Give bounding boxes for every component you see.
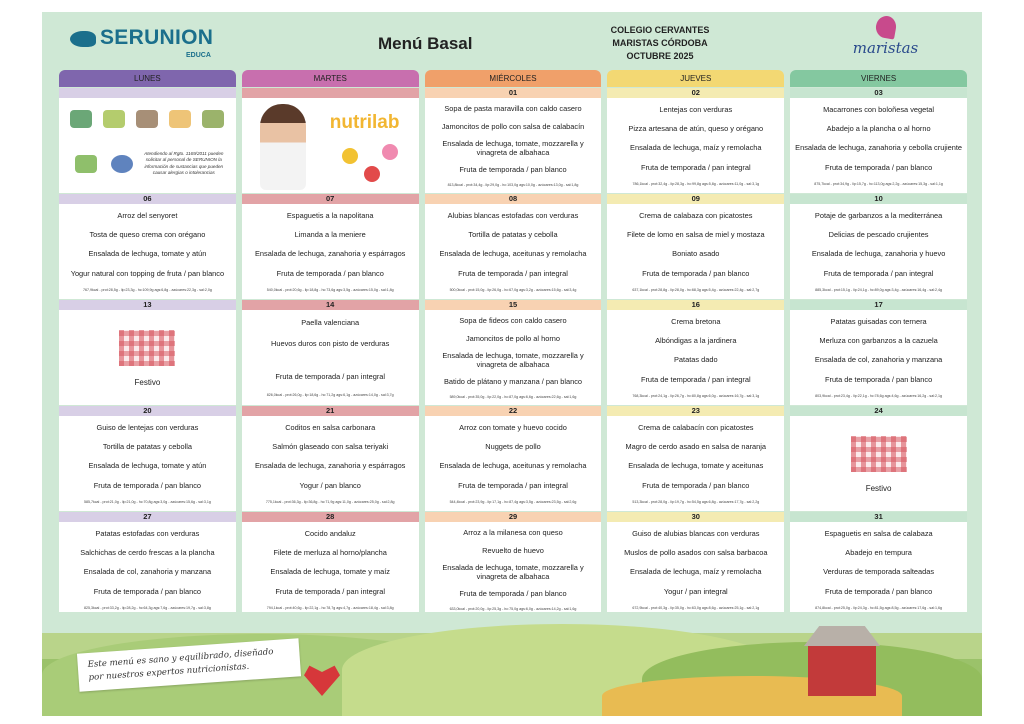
menu-card xyxy=(790,310,967,405)
dish-item: Fruta de temporada / pan blanco xyxy=(642,480,750,490)
holiday-label: Festivo xyxy=(134,377,161,387)
day-cell xyxy=(607,512,784,617)
dish-item: Fruta de temporada / pan integral xyxy=(640,162,751,172)
dish-item: Pizza artesana de atún, queso y orégano xyxy=(628,124,764,134)
menu-card xyxy=(790,204,967,299)
nutrition-info: 874,8kcal - prot:25,0g - lip:24,3g - hc:81,5g ags:8,5g - azúcares:17,6g - sal:1,6g xyxy=(815,605,943,610)
dish-item: Sopa de fideos con caldo casero xyxy=(459,316,567,326)
tablecloth-icon xyxy=(851,436,907,472)
dish-item: Ensalada de col, zanahoria y manzana xyxy=(83,567,212,577)
school-info xyxy=(590,24,730,63)
dish-item: Arroz a la milanesa con queso xyxy=(463,528,563,538)
date-bar: 08 xyxy=(425,194,602,204)
menu-card xyxy=(790,522,967,617)
menu-card xyxy=(59,522,236,617)
dish-item: Ensalada de lechuga, tomate y atún xyxy=(88,461,207,471)
date-bar: 03 xyxy=(790,88,967,98)
dish-item: Ensalada de lechuga, tomate y maíz xyxy=(270,567,390,577)
food-character-icon xyxy=(382,144,398,160)
quality-logo-icon xyxy=(202,110,224,128)
dish-item: Lentejas con verduras xyxy=(659,105,733,115)
nutrition-info: 672,9kcal - prot:40,3g - lip:35,0g - hc:63,0g ags:8,6g - azúcares:25,1g - sal:2,1g xyxy=(632,605,760,610)
dish-item: Muslos de pollo asados con salsa barbacoa xyxy=(624,548,768,558)
date-bar: 29 xyxy=(425,512,602,522)
dish-item: Filete de merluza al horno/plancha xyxy=(273,548,387,558)
dish-item: Guiso de alubias blancas con verduras xyxy=(632,529,760,539)
holiday-card xyxy=(59,310,236,405)
day-cell xyxy=(59,512,236,617)
date-bar: 13 xyxy=(59,300,236,310)
dish-item: Fruta de temporada / pan integral xyxy=(275,586,386,596)
date-bar: 15 xyxy=(425,300,602,310)
date-bar: 27 xyxy=(59,512,236,522)
date-bar: 23 xyxy=(607,406,784,416)
day-cell xyxy=(242,88,419,193)
menu-card xyxy=(790,98,967,193)
dish-item: Patatas dado xyxy=(674,355,718,365)
logo-row xyxy=(65,104,230,134)
dish-item: Crema de calabaza con picatostes xyxy=(639,211,753,221)
date-bar: 20 xyxy=(59,406,236,416)
date-bar: 16 xyxy=(607,300,784,310)
quality-logo-icon xyxy=(111,155,133,173)
day-cell xyxy=(425,512,602,617)
dish-item: Fruta de temporada / pan blanco xyxy=(93,586,202,596)
nutrilab-promo xyxy=(242,98,419,193)
quality-logo-icon xyxy=(70,110,92,128)
day-cell xyxy=(790,88,967,193)
quality-logo-icon xyxy=(136,110,158,128)
dish-item: Fruta de temporada / pan integral xyxy=(823,268,934,278)
day-cell xyxy=(425,300,602,405)
menu-card xyxy=(425,98,602,193)
day-cell xyxy=(425,406,602,511)
dish-item: Ensalada de lechuga, aceitunas y remolacha xyxy=(439,249,587,259)
date-bar: 09 xyxy=(607,194,784,204)
dish-item: Albóndigas a la jardinera xyxy=(655,336,737,346)
day-cell xyxy=(242,406,419,511)
menu-card xyxy=(607,204,784,299)
dish-item: Fruta de temporada / pan blanco xyxy=(824,374,933,384)
nutrition-info: 540,0kcal - prot:20,6g - lip:18,8g - hc:73,6g ags:3,5g - azúcares:15,0g - sal:1,8g xyxy=(266,287,394,292)
day-cell xyxy=(790,406,967,511)
nutrition-info: 544,4kcal - prot:23,9g - lip:17,1g - hc:87,4g ags:3,5g - azúcares:23,5g - sal:2,6g xyxy=(449,499,577,504)
menu-card xyxy=(242,522,419,617)
weekday-tabs xyxy=(59,70,967,87)
nutrition-info: 589,0kcal - prot:35,0g - lip:22,0g - hc:87,0g ags:6,6g - azúcares:22,6g - sal:1,6g xyxy=(449,394,577,399)
nutrition-info: 803,9kcal - prot:23,4g - lip:22,1g - hc:78,6g ags:4,6g - azúcares:16,2g - sal:2,1g xyxy=(815,393,943,398)
dish-item: Cocido andaluz xyxy=(304,529,356,539)
dish-item: Guiso de lentejas con verduras xyxy=(96,423,199,433)
date-bar: 02 xyxy=(607,88,784,98)
dish-item: Merluza con garbanzos a la cazuela xyxy=(819,336,938,346)
dish-item: Fruta de temporada / pan blanco xyxy=(459,165,567,175)
nutrition-info: 768,3kcal - prot:24,1g - lip:26,7g - hc:80,8g ags:6,0g - azúcares:16,7g - sal:3,1g xyxy=(632,393,760,398)
tab-0: LUNES xyxy=(59,70,236,87)
day-cell xyxy=(425,88,602,193)
day-cell xyxy=(425,194,602,299)
quality-logo-icon xyxy=(103,110,125,128)
menu-card xyxy=(607,310,784,405)
tab-3: JUEVES xyxy=(607,70,784,87)
dish-item: Espaguetis en salsa de calabaza xyxy=(824,529,933,539)
menu-card xyxy=(242,204,419,299)
info-card xyxy=(59,98,236,193)
logo-pair xyxy=(65,155,133,173)
menu-card xyxy=(425,204,602,299)
barn-illustration xyxy=(808,644,876,696)
date-bar: 22 xyxy=(425,406,602,416)
dish-item: Ensalada de lechuga, tomate, mozzarella y vinagreta de albahaca xyxy=(442,350,584,369)
dish-item: Fruta de temporada / pan blanco xyxy=(459,589,567,599)
dish-item: Abadejo a la plancha o al horno xyxy=(826,124,931,134)
dish-item: Limanda a la meniere xyxy=(294,230,366,240)
dish-item: Fruta de temporada / pan blanco xyxy=(93,480,202,490)
dish-item: Tortilla de patatas y cebolla xyxy=(102,442,192,452)
day-cell xyxy=(59,88,236,193)
dish-item: Magro de cerdo asado en salsa de naranja xyxy=(625,442,767,452)
page-title: Menú Basal xyxy=(378,34,473,53)
dish-item: Ensalada de lechuga, tomate, mozzarella y vinagreta de albahaca xyxy=(442,138,584,157)
day-cell xyxy=(59,300,236,405)
nutrition-info: 825,3kcal - prot:33,2g - lip:28,2g - hc:64,3g ags:7,6g - azúcares:19,7g - sal:3,8g xyxy=(83,605,211,610)
nutrition-info: 875,7kcal - prot:34,9g - lip:15,7g - hc:113,0g ags:2,2g - azúcares:15,3g - sal:1,1g xyxy=(814,181,943,186)
date-bar: 07 xyxy=(242,194,419,204)
nutrition-info: 786,1kcal - prot:32,4g - lip:28,3g - hc:99,8g ags:5,8g - azúcares:11,0g - sal:3,1g xyxy=(632,181,760,186)
tab-1: MARTES xyxy=(242,70,419,87)
quality-logo-icon xyxy=(75,155,97,173)
date-bar xyxy=(59,88,236,98)
day-cell xyxy=(607,88,784,193)
dish-item: Crema bretona xyxy=(671,317,721,327)
dish-item: Arroz del senyoret xyxy=(117,211,178,221)
nutrition-info: 794,1kcal - prot:40,6g - lip:22,1g - hc:78,7g ags:4,7g - azúcares:18,4g - sal:3,8g xyxy=(266,605,394,610)
day-cell xyxy=(607,194,784,299)
quality-logo-icon xyxy=(169,110,191,128)
brand-sub: EDUCA xyxy=(186,52,211,59)
nutrition-info: 813,8kcal - prot:34,4g - lip:29,0g - hc:103,0g ags:10,0g - azúcares:13,0g - sal:1,8g xyxy=(447,182,579,187)
menu-grid xyxy=(59,88,967,617)
nutrition-info: 585,7kcal - prot:21,0g - lip:21,0g - hc:70,8g ags:3,0g - azúcares:15,6g - sal:3,1g xyxy=(83,499,211,504)
date-bar: 01 xyxy=(425,88,602,98)
nutrition-info: 637,1kcal - prot:28,8g - lip:28,0g - hc:68,3g ags:5,4g - azúcares:22,4g - sal:2,7g xyxy=(632,287,760,292)
day-cell xyxy=(59,194,236,299)
menu-card xyxy=(425,416,602,511)
dish-item: Fruta de temporada / pan blanco xyxy=(642,268,750,278)
dish-item: Delicias de pescado crujientes xyxy=(828,230,929,240)
tab-2: MIÉRCOLES xyxy=(425,70,602,87)
dish-item: Ensalada de lechuga, maíz y remolacha xyxy=(630,567,762,577)
dish-item: Fruta de temporada / pan integral xyxy=(458,268,568,278)
nutrition-info: 885,3kcal - prot:15,1g - lip:24,1g - hc:89,0g ags:3,4g - azúcares:16,4g - sal:2,4g xyxy=(815,287,943,292)
nutrition-info: 775,1kcal - prot:36,3g - lip:36,8g - hc:71,9g ags:11,0g - azúcares:25,0g - sal:2,8g xyxy=(265,499,395,504)
dish-item: Fruta de temporada / pan integral xyxy=(275,372,386,381)
dish-item: Jamoncitos de pollo al horno xyxy=(465,333,561,343)
brand-name: SERUNION xyxy=(100,26,214,49)
dish-item: Crema de calabacín con picatostes xyxy=(638,423,754,433)
dish-item: Ensalada de lechuga, aceitunas y remolacha xyxy=(439,461,587,471)
nutrition-info: 633,0kcal - prot:20,0g - lip:25,3g - hc:75,0g ags:6,0g - azúcares:14,2g - sal:1,6g xyxy=(449,606,577,611)
dish-item: Ensalada de lechuga, tomate y atún xyxy=(88,249,207,259)
dish-item: Tosta de queso crema con orégano xyxy=(89,230,206,240)
day-cell xyxy=(242,194,419,299)
food-character-icon xyxy=(364,166,380,182)
date-bar: 14 xyxy=(242,300,419,310)
dish-item: Ensalada de lechuga, zanahoria y espárragos xyxy=(255,461,406,471)
day-cell xyxy=(242,512,419,617)
food-character-icon xyxy=(342,148,358,164)
dish-item: Ensalada de lechuga, maíz y remolacha xyxy=(630,143,762,153)
dish-item: Ensalada de col, zanahoria y manzana xyxy=(814,355,943,365)
menu-card xyxy=(425,522,602,617)
dish-item: Sopa de pasta maravilla con caldo casero xyxy=(444,104,582,114)
dish-item: Ensalada de lechuga, zanahoria y espárragos xyxy=(255,249,406,259)
dish-item: Ensalada de lechuga, zanahoria y cebolla crujiente xyxy=(795,143,962,153)
nutrition-info: 767,9kcal - prot:28,5g - lip:23,3g - hc:109,9g ags:6,8g - azúcares:22,3g - sal:2,0g xyxy=(82,287,212,292)
menu-card xyxy=(242,416,419,511)
dish-item: Revuelto de huevo xyxy=(482,545,544,555)
dish-item: Nuggets de pollo xyxy=(485,442,541,452)
dish-item: Paella valenciana xyxy=(301,318,360,327)
date-bar: 10 xyxy=(790,194,967,204)
menu-card xyxy=(607,416,784,511)
dish-item: Boniato asado xyxy=(672,249,720,259)
school-city: MARISTAS CÓRDOBA xyxy=(612,38,708,48)
tab-4: VIERNES xyxy=(790,70,967,87)
day-cell xyxy=(790,194,967,299)
dish-item: Verduras de temporada salteadas xyxy=(823,567,935,577)
serunion-logo xyxy=(70,26,220,62)
date-bar: 31 xyxy=(790,512,967,522)
date-bar: 24 xyxy=(790,406,967,416)
dish-item: Ensalada de lechuga, tomate y aceitunas xyxy=(628,461,764,471)
dish-item: Arroz con tomate y huevo cocido xyxy=(459,423,567,433)
menu-card xyxy=(607,522,784,617)
dish-item: Alubias blancas estofadas con verduras xyxy=(447,211,579,221)
dish-item: Patatas guisadas con ternera xyxy=(830,317,927,327)
dish-item: Patatas estofadas con verduras xyxy=(95,529,200,539)
menu-card xyxy=(59,416,236,511)
menu-card xyxy=(59,204,236,299)
dish-item: Ensalada de lechuga, tomate, mozzarella y vinagreta de albahaca xyxy=(442,562,584,581)
tablecloth-icon xyxy=(119,330,175,366)
footer-note: Este menú es sano y equilibrado, diseñado por nuestros expertos nutricionistas. xyxy=(77,638,301,691)
date-bar: 30 xyxy=(607,512,784,522)
holiday-label: Festivo xyxy=(865,483,892,493)
nutrition-info: 500,0kcal - prot:15,0g - lip:26,0g - hc:67,0g ags:3,2g - azúcares:15,6g - sal:3,4g xyxy=(449,287,577,292)
dish-item: Yogur / pan blanco xyxy=(299,480,361,490)
heart-icon xyxy=(874,14,898,39)
bison-icon xyxy=(70,31,96,47)
dish-item: Potaje de garbanzos a la mediterránea xyxy=(814,211,943,221)
holiday-card xyxy=(790,416,967,511)
nutrilab-logo: nutrilab xyxy=(329,112,400,133)
menu-card xyxy=(607,98,784,193)
day-cell xyxy=(790,300,967,405)
date-bar: 17 xyxy=(790,300,967,310)
dish-item: Ensalada de lechuga, zanahoria y huevo xyxy=(811,249,946,259)
day-cell xyxy=(607,300,784,405)
date-bar: 06 xyxy=(59,194,236,204)
dish-item: Jamoncitos de pollo con salsa de calabacín xyxy=(441,121,585,131)
maristas-wordmark: maristas xyxy=(852,39,919,57)
nutrition-info: 513,3kcal - prot:28,0g - lip:19,7g - hc:54,5g ags:6,8g - azúcares:17,7g - sal:2,2g xyxy=(632,499,760,504)
dish-item: Fruta de temporada / pan blanco xyxy=(824,162,933,172)
nutrition-info: 826,0kcal - prot:26,0g - lip:18,6g - hc:71,2g ags:6,1g - azúcares:14,0g - sal:3,7g xyxy=(266,393,394,397)
date-bar xyxy=(242,88,419,98)
dish-item: Espaguetis a la napolitana xyxy=(286,211,374,221)
dish-item: Huevos duros con pisto de verduras xyxy=(271,339,390,348)
day-cell xyxy=(607,406,784,511)
dish-item: Fruta de temporada / pan integral xyxy=(458,480,568,490)
allergy-note: Atendiendo al Rgto. 1169/2011 pueden solicitar al personal de SERUNION la información de sustancias que pueden causar alergias o intolerancias xyxy=(144,150,224,175)
menu-card xyxy=(425,310,602,405)
dish-item: Salchichas de cerdo frescas a la plancha xyxy=(80,548,215,558)
dish-item: Tortilla de patatas y cebolla xyxy=(468,230,558,240)
date-bar: 21 xyxy=(242,406,419,416)
dish-item: Salmón glaseado con salsa teriyaki xyxy=(272,442,389,452)
school-name: COLEGIO CERVANTES xyxy=(610,25,710,35)
menu-card xyxy=(242,310,419,405)
dish-item: Fruta de temporada / pan blanco xyxy=(824,586,933,596)
dish-item: Batido de plátano y manzana / pan blanco xyxy=(443,377,583,387)
dish-item: Filete de lomo en salsa de miel y mostaza xyxy=(626,230,765,240)
dish-item: Abadejo en tempura xyxy=(845,548,912,558)
day-cell xyxy=(59,406,236,511)
date-bar: 28 xyxy=(242,512,419,522)
day-cell xyxy=(790,512,967,617)
logo-row xyxy=(65,138,230,189)
maristas-logo xyxy=(848,16,923,66)
dish-item: Fruta de temporada / pan integral xyxy=(640,374,751,384)
day-cell xyxy=(242,300,419,405)
dish-item: Yogur natural con topping de fruta / pan blanco xyxy=(70,268,225,278)
dish-item: Fruta de temporada / pan blanco xyxy=(276,268,384,278)
dish-item: Macarrones con boloñesa vegetal xyxy=(823,105,935,115)
menu-month: OCTUBRE 2025 xyxy=(626,51,694,61)
nutritionist-photo xyxy=(260,104,306,190)
dish-item: Yogur / pan integral xyxy=(663,586,728,596)
dish-item: Coditos en salsa carbonara xyxy=(285,423,376,433)
